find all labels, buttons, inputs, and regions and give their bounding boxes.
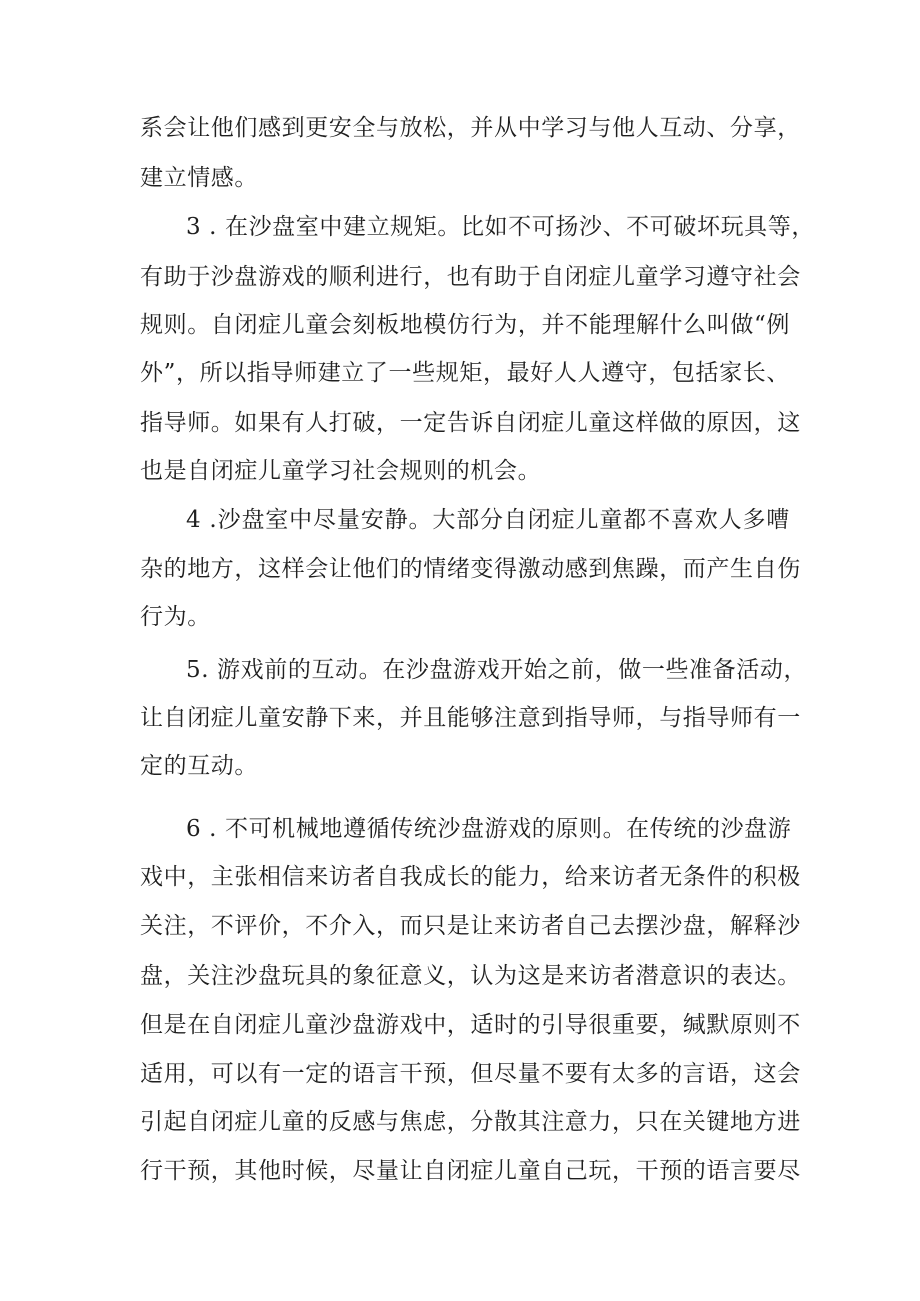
text-line: 行为。 [140,604,211,630]
text-line: 也是自闭症儿童学习社会规则的机会。 [140,458,542,484]
text-line: 系会让他们感到更安全与放松，并从中学习与他人互动、分享， [140,115,801,141]
item-6-heading-line: 6 . 不可机械地遵循传统沙盘游戏的原则。在传统的沙盘游 [186,816,792,842]
text-line: 行干预，其他时候，尽量让自闭症儿童自己玩，干预的语言要尽 [140,1158,801,1184]
text-line: 规则。自闭症儿童会刻板地模仿行为，并不能理解什么叫做“例 [140,312,790,338]
item-4-heading-line: 4 .沙盘室中尽量安静。大部分自闭症儿童都不喜欢人多嘈 [186,507,790,533]
text-line: 外”，所以指导师建立了一些规矩，最好人人遵守，包括家长、 [140,360,790,386]
text-line: 戏中，主张相信来访者自我成长的能力，给来访者无条件的积极 [140,864,801,890]
item-5-heading-line: 5. 游戏前的互动。在沙盘游戏开始之前，做一些准备活动， [186,657,808,683]
text-line: 指导师。如果有人打破，一定告诉自闭症儿童这样做的原因，这 [140,410,801,436]
item-3-heading-line: 3 . 在沙盘室中建立规矩。比如不可扬沙、不可破坏玩具等， [186,214,815,240]
text-line: 有助于沙盘游戏的顺利进行，也有助于自闭症儿童学习遵守社会 [140,264,801,290]
text-line: 盘，关注沙盘玩具的象征意义，认为这是来访者潜意识的表达。 [140,963,801,989]
text-line: 适用，可以有一定的语言干预，但尽量不要有太多的言语，这会 [140,1061,801,1087]
text-line: 关注，不评价，不介入，而只是让来访者自己去摆沙盘，解释沙 [140,913,801,939]
text-line: 建立情感。 [140,165,258,191]
text-line: 定的互动。 [140,753,258,779]
text-line: 引起自闭症儿童的反感与焦虑，分散其注意力，只在关键地方进 [140,1109,801,1135]
text-line: 让自闭症儿童安静下来，并且能够注意到指导师，与指导师有一 [140,705,801,731]
text-line: 杂的地方，这样会让他们的情绪变得激动感到焦躁，而产生自伤 [140,556,801,582]
text-line: 但是在自闭症儿童沙盘游戏中，适时的引导很重要，缄默原则不 [140,1012,801,1038]
